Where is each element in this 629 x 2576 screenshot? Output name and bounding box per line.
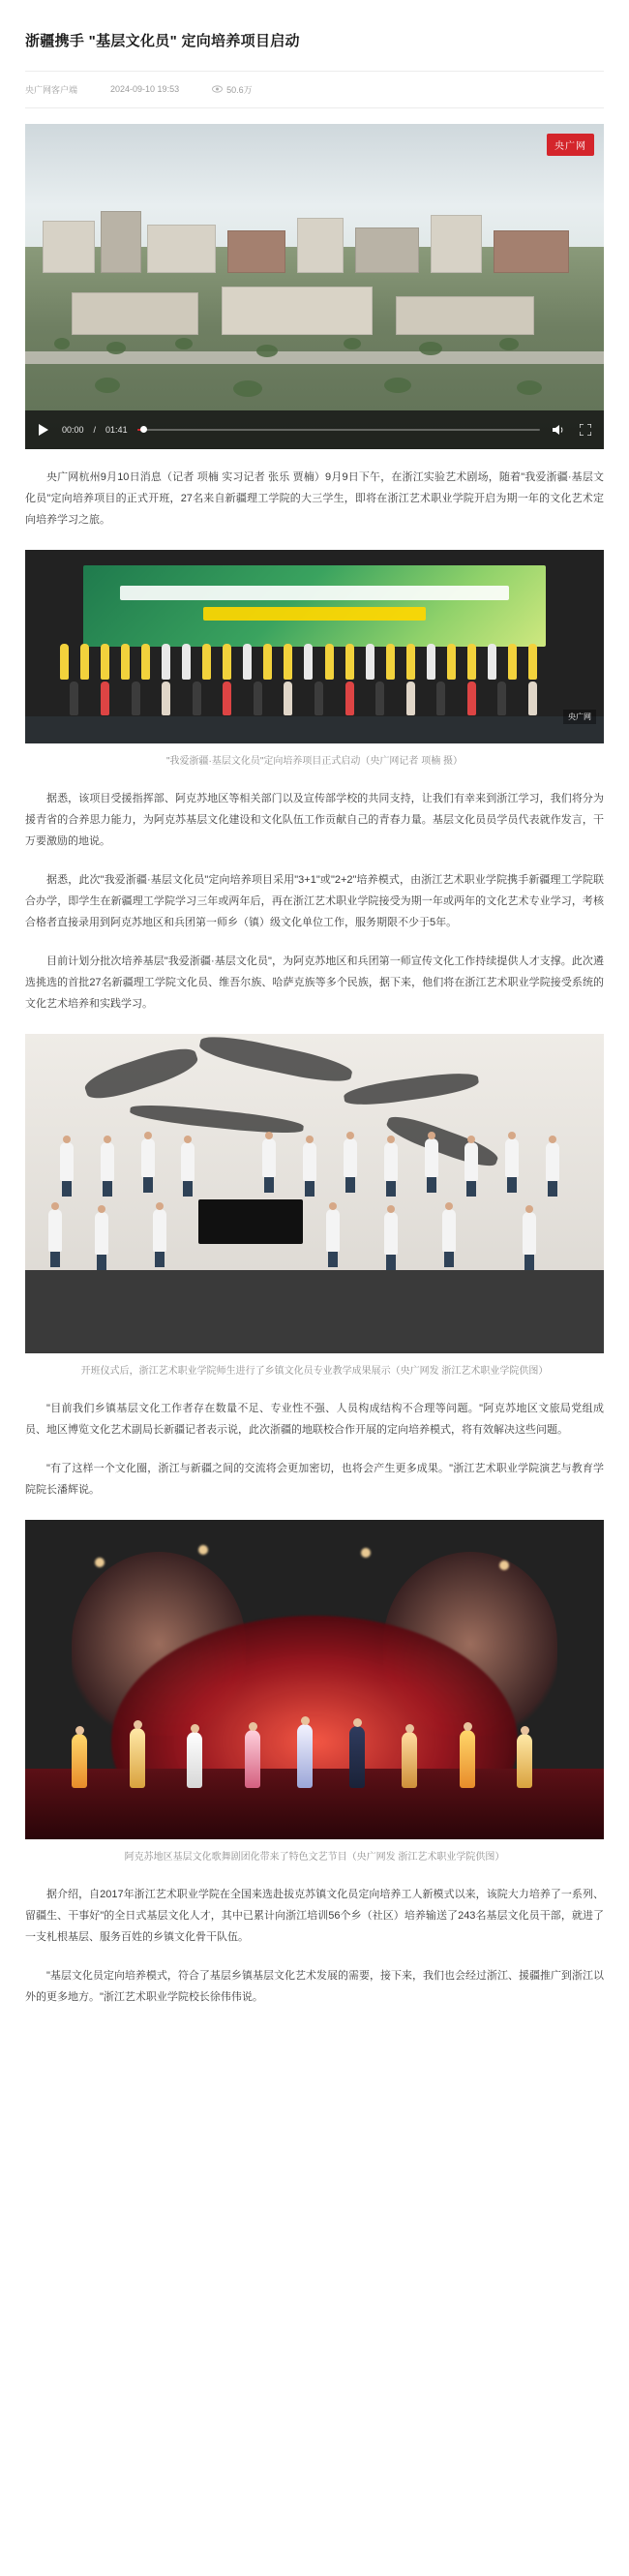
figure-caption: "我爱浙疆·基层文化员"定向培养项目正式启动（央广网记者 项楠 摄） xyxy=(166,755,463,767)
chorus-member xyxy=(546,1142,559,1181)
participant xyxy=(325,644,334,680)
video-duration: 01:41 xyxy=(105,424,128,435)
participant xyxy=(202,644,211,680)
participant xyxy=(375,682,384,715)
paragraph-8: "基层文化员定向培养模式，符合了基层乡镇基层文化艺术发展的需要，接下来，我们也会经过浙江、援疆推广到浙江以外的更多地方。"浙江艺术职业学院校长徐伟伟说。 xyxy=(25,1969,604,2003)
paragraph-1: 央广网杭州9月10日消息（记者 项楠 实习记者 张乐 贾楠）9月9日下午，在浙江实验艺术剧场，随着"我爱浙疆·基层文化员"定向培养项目的正式开班，27名来自新疆理工学院的大三学生，即将在浙江艺术职业学院开启为期一年的文化艺术定向培养学习之旅。 xyxy=(25,470,604,526)
participant xyxy=(366,644,374,680)
participant xyxy=(488,644,496,680)
participant xyxy=(243,644,252,680)
article-meta xyxy=(0,72,629,96)
dancer xyxy=(72,1734,87,1788)
video-building xyxy=(396,296,535,335)
chorus-member xyxy=(141,1138,155,1177)
figure-caption: 开班仪式后，浙江艺术职业学院师生进行了乡镇文化员专业教学成果展示（央广网发 浙江艺术职业学院供图） xyxy=(80,1365,549,1377)
video-progress-bar[interactable] xyxy=(137,429,540,431)
participant xyxy=(467,682,476,715)
figure-chorus xyxy=(25,1034,604,1380)
article-source: 央广网客户端 xyxy=(25,84,78,95)
chorus-member xyxy=(384,1142,398,1181)
video-building xyxy=(147,225,217,273)
chorus-member xyxy=(505,1138,519,1177)
stage-floor xyxy=(25,716,604,743)
chorus-member xyxy=(60,1142,74,1181)
dancer xyxy=(402,1732,417,1788)
figure-launch-ceremony xyxy=(25,550,604,771)
video-building xyxy=(431,215,483,273)
participant xyxy=(467,644,476,680)
participant xyxy=(162,682,170,715)
participant xyxy=(101,644,109,680)
participant xyxy=(70,682,78,715)
participant xyxy=(223,644,231,680)
participant xyxy=(193,682,201,715)
page-title: 浙疆携手 "基层文化员" 定向培养项目启动 xyxy=(25,33,300,50)
aksu-dance-photo xyxy=(25,1520,604,1839)
banner-main-text xyxy=(120,586,509,600)
chorus-member xyxy=(523,1212,536,1255)
volume-icon[interactable] xyxy=(550,421,567,439)
dancer xyxy=(349,1726,365,1788)
dancer xyxy=(517,1734,532,1788)
stage-spotlight xyxy=(95,1558,105,1567)
participant xyxy=(406,644,415,680)
paragraph-4: 目前计划分批次培养基层"我爱浙疆·基层文化员"，为阿克苏地区和兵团第一师宣传文化工作持续提供人才支撑。此次遴选挑选的首批27名新疆理工学院文化员、维吾尔族、哈萨克族等多个民族，据下来，他们将在浙江艺术职业学院接受系统的文化艺术培养和实践学习。 xyxy=(25,955,604,1010)
video-tree xyxy=(95,378,120,393)
video-building xyxy=(222,287,372,335)
video-tree xyxy=(419,342,442,355)
participants-group xyxy=(60,639,569,724)
play-icon[interactable] xyxy=(35,421,52,439)
stage-spotlight xyxy=(198,1545,208,1555)
participant xyxy=(345,644,354,680)
figure-dance xyxy=(25,1520,604,1866)
paragraph-3: 据悉，此次"我爱浙疆·基层文化员"定向培养项目采用"3+1"或"2+2"培养模式，由浙江艺术职业学院携手新疆理工学院联合办学，即学生在新疆理工学院学习三年或两年后，再在浙江艺术职业学院接受为期一年或两年的文化艺术专业学习，考核合格者直接录用到阿克苏地区和兵团第一师乡（镇）级文化单位工作，服务期限不少于5年。 xyxy=(25,873,604,928)
view-count-label: 50.6万 xyxy=(226,84,253,95)
video-controls-bar[interactable] xyxy=(25,410,604,449)
dancer xyxy=(460,1730,475,1788)
launch-ceremony-photo xyxy=(25,550,604,743)
participant xyxy=(263,644,272,680)
participant xyxy=(497,682,506,715)
video-tree xyxy=(106,342,126,354)
video-watermark: 央广网 xyxy=(547,134,594,156)
chorus-member xyxy=(153,1209,166,1252)
banner-sub-text xyxy=(203,607,426,620)
figure-caption: 阿克苏地区基层文化歌舞剧团化带来了特色文艺节目（央广网发 浙江艺术职业学院供图） xyxy=(124,1851,505,1863)
participant xyxy=(80,644,89,680)
eye-icon xyxy=(212,85,223,93)
participant xyxy=(314,682,323,715)
participant xyxy=(101,682,109,715)
participant xyxy=(254,682,262,715)
video-building xyxy=(72,292,199,335)
photo-watermark: 央广网 xyxy=(563,710,596,724)
participant xyxy=(284,644,292,680)
paragraph-6: "有了这样一个文化圈，浙江与新疆之间的交流将会更加密切，也将会产生更多成果。"浙江艺术职业学院演艺与教育学院院长潘辉说。 xyxy=(25,1462,604,1496)
chorus-member xyxy=(384,1212,398,1255)
video-building xyxy=(494,230,569,273)
piano xyxy=(198,1199,303,1244)
dancer xyxy=(245,1730,260,1788)
video-building xyxy=(43,221,95,273)
participant xyxy=(508,644,517,680)
chorus-member xyxy=(344,1138,357,1177)
participant xyxy=(182,644,191,680)
video-building xyxy=(227,230,285,273)
participant xyxy=(121,644,130,680)
participant xyxy=(223,682,231,715)
chorus-member xyxy=(48,1209,62,1252)
chorus-member xyxy=(101,1142,114,1181)
participant xyxy=(528,644,537,680)
participant xyxy=(284,682,292,715)
participant xyxy=(141,644,150,680)
video-progress-handle[interactable] xyxy=(140,426,147,433)
participant xyxy=(345,682,354,715)
chorus-member xyxy=(442,1209,456,1252)
paragraph-5: "目前我们乡镇基层文化工作者存在数量不足、专业性不强、人员构成结构不合理等问题。"阿克苏地区文旅局党组成员、地区博览文化艺术副局长新疆记者表示说，此次浙疆的地联校合作开展的定向培养模式，将有效解决这些问题。 xyxy=(25,1402,604,1436)
video-building xyxy=(101,211,141,273)
paragraph-7: 据介绍，自2017年浙江艺术职业学院在全国来选赴拔克苏镇文化员定向培养工人新模式以来，该院大力培养了一系列、留疆生、干事好"的全日式基层文化人才，其中已累计向浙江培训56个乡（社区）培养输送了243名基层文化员干部，就进了一支札根基层、服务百姓的乡镇文化骨干队伍。 xyxy=(25,1888,604,1943)
video-building xyxy=(297,218,344,273)
chorus-member xyxy=(425,1138,438,1177)
participant xyxy=(60,644,69,680)
video-current-time: 00:00 xyxy=(62,424,84,435)
video-tree xyxy=(384,378,411,393)
participant xyxy=(386,644,395,680)
chorus-member xyxy=(262,1138,276,1177)
video-time-separator: / xyxy=(93,424,97,435)
dancer xyxy=(130,1728,145,1788)
fullscreen-icon[interactable] xyxy=(577,421,594,439)
participant xyxy=(132,682,140,715)
participant xyxy=(406,682,415,715)
article-timestamp: 2024-09-10 19:53 xyxy=(110,84,180,95)
video-building xyxy=(355,227,419,273)
stage-led-screen xyxy=(83,565,546,647)
chorus-member xyxy=(326,1209,340,1252)
participant xyxy=(304,644,313,680)
stage-spotlight xyxy=(361,1548,371,1558)
video-player[interactable] xyxy=(25,124,604,449)
chorus-member xyxy=(303,1142,316,1181)
view-count xyxy=(212,83,253,96)
participant xyxy=(447,644,456,680)
participant xyxy=(162,644,170,680)
chorus-member xyxy=(464,1142,478,1181)
chorus-performance-photo xyxy=(25,1034,604,1353)
article-page xyxy=(0,10,629,2576)
participant xyxy=(427,644,435,680)
participant xyxy=(528,682,537,715)
dancer xyxy=(187,1732,202,1788)
chorus-member xyxy=(95,1212,108,1255)
meta-divider xyxy=(25,107,604,108)
stage-floor xyxy=(25,1270,604,1353)
chorus-member xyxy=(181,1142,195,1181)
paragraph-2: 据悉，该项目受援指挥部、阿克苏地区等相关部门以及宣传部学校的共同支持，让我们有幸来到浙江学习，我们将分为援青省的合养思力能力，为阿克苏基层文化建设和文化队伍工作贡献自己的青春力量。基层文化员员学员代表就作发言，干万要激励的地说。 xyxy=(25,792,604,847)
dancer xyxy=(297,1724,313,1788)
participant xyxy=(436,682,445,715)
